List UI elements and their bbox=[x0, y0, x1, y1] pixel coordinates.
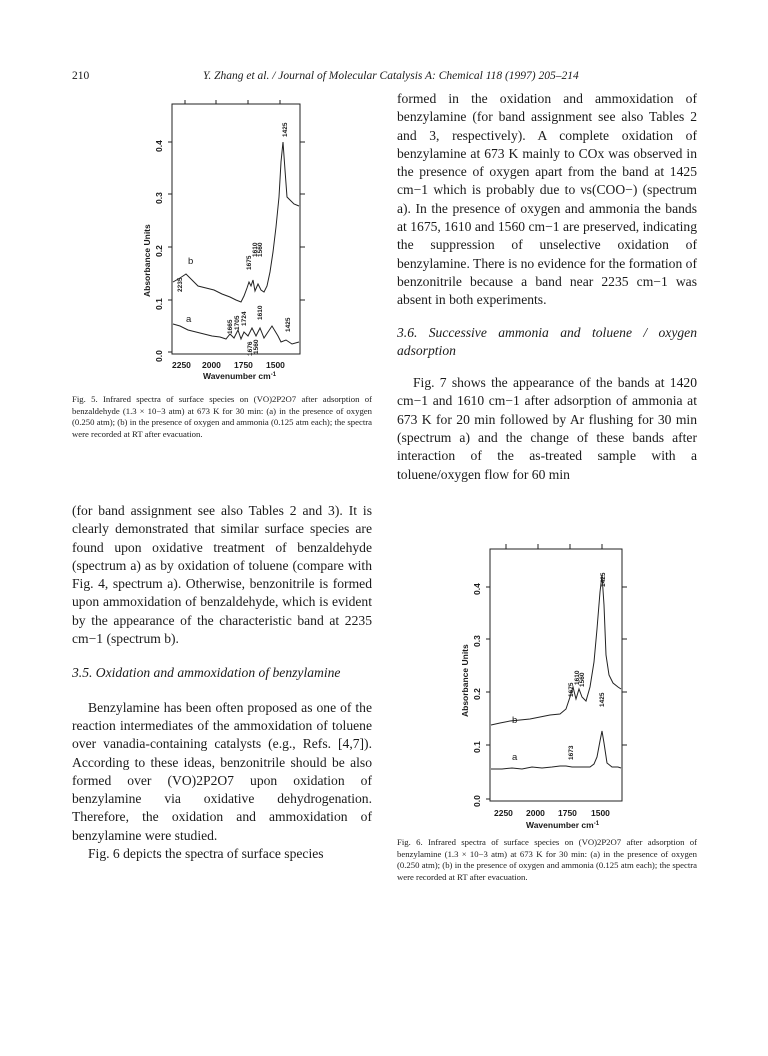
section-heading-3-5: 3.5. Oxidation and ammoxidation of benzylamine bbox=[72, 665, 341, 681]
fig5-xtick: 2000 bbox=[202, 360, 221, 370]
fig5-peak-label: 1425 bbox=[282, 122, 289, 137]
fig6-peak-label: 1610 bbox=[574, 670, 581, 685]
figure-6-caption: Fig. 6. Infrared spectra of surface species on (VO)2P2O7 after adsorption of benzylamine (1.3 × 10−3 atm) at 673 K for 30 min: (a) in the presence of oxygen (0.250 atm); (b) in the presence of oxygen and ammonia (0.125 atm each); the spectra were recorded at RT after evacuation. bbox=[397, 837, 697, 882]
fig5-peak-label: 1676 bbox=[247, 341, 254, 356]
fig5-peak-label: 1724 bbox=[241, 311, 248, 326]
fig5-peak-label: 1705 bbox=[234, 315, 241, 330]
fig6-ytick: 0.4 bbox=[472, 583, 482, 595]
fig5-label-a: a bbox=[186, 314, 192, 325]
running-head: Y. Zhang et al. / Journal of Molecular Catalysis A: Chemical 118 (1997) 205–214 bbox=[203, 70, 579, 82]
fig5-spectrum-b bbox=[173, 142, 299, 302]
fig5-ytick: 0.3 bbox=[154, 192, 164, 204]
section-heading-3-6: 3.6. Successive ammonia and toluene / oxygen adsorption bbox=[397, 324, 697, 358]
fig5-peak-label: 1665 bbox=[227, 319, 234, 334]
fig6-spectrum-a bbox=[491, 731, 621, 769]
fig6-ylabel: Absorbance Units bbox=[460, 644, 470, 717]
fig6-ytick: 0.1 bbox=[472, 741, 482, 753]
fig6-label-a: a bbox=[512, 752, 518, 763]
fig6-label-b: b bbox=[512, 715, 518, 726]
left-paragraph-2: Benzylamine has been often proposed as one of the reaction intermediates of the ammoxidation of toluene over vanadia-containing catalysts (e.g., Refs. [4,7]). According to these ideas, benzonitrile should be also formed over (VO)2P2O7 upon oxidation of benzylamine via oxidative dehydrogenation. Therefore, the oxidation and ammoxidation of benzylamine were studied. bbox=[72, 699, 372, 843]
fig6-ytick: 0.0 bbox=[472, 795, 482, 807]
fig6-ytick: 0.3 bbox=[472, 635, 482, 647]
fig5-xtick: 1750 bbox=[234, 360, 253, 370]
fig5-peak-label: 1425 bbox=[285, 317, 292, 332]
figure-5-caption: Fig. 5. Infrared spectra of surface species on (VO)2P2O7 after adsorption of benzaldehyde (1.3 × 10−3 atm) at 673 K for 30 min: (a) in the presence of oxygen (0.250 atm); (b) in the presence of oxygen and ammonia (0.125 atm each); the spectra were recorded at RT after evacuation. bbox=[72, 394, 372, 439]
fig5-ytick: 0.0 bbox=[154, 350, 164, 362]
fig5-peak-label: 1675 bbox=[246, 255, 253, 270]
fig6-peak-label: 1425 bbox=[600, 572, 607, 587]
figure-6-plot bbox=[460, 537, 640, 839]
left-paragraph-1: (for band assignment see also Tables 2 and 3). It is clearly demonstrated that similar surface species are found upon oxidative treatment of benzaldehyde (spectrum a) as by oxidation of toluene (compare with Fig. 4, spectrum a). Otherwise, benzonitrile is formed upon ammoxidation of benzaldehyde, which is evident by the appearance of the characteristic band at 2235 cm−1 (spectrum b). bbox=[72, 503, 372, 647]
fig6-peak-label: 1425 bbox=[599, 692, 606, 707]
fig5-ytick: 0.1 bbox=[154, 298, 164, 310]
fig5-ylabel: Absorbance Units bbox=[142, 224, 152, 297]
fig5-xtick: 2250 bbox=[172, 360, 191, 370]
fig6-peak-label: 1675 bbox=[568, 682, 575, 697]
fig5-xlabel: Wavenumber $cm^{-1}$ bbox=[203, 371, 277, 381]
fig5-xtick: 1500 bbox=[266, 360, 285, 370]
figure-5-plot bbox=[140, 92, 310, 392]
fig5-ytick: 0.2 bbox=[154, 245, 164, 257]
fig5-ytick: 0.4 bbox=[154, 140, 164, 152]
page-number: 210 bbox=[72, 70, 90, 82]
fig6-ytick: 0.2 bbox=[472, 688, 482, 700]
fig6-xtick: 1500 bbox=[591, 808, 610, 818]
fig5-peak-label: 1560 bbox=[253, 339, 260, 354]
right-paragraph-1: formed in the oxidation and ammoxidation of benzylamine (for band assignment see also Tables 2 and 3, respectively). A complete oxidation of benzylamine at 673 K mainly to COx was observed in the presence of oxygen apart from the band at 1425 cm−1 which is probably due to νs(COO−) (spectrum a). In the presence of oxygen and ammonia the bands at 1675, 1610 and 1560 cm−1 are preserved, indicating the suppression of unselective oxidation of benzylamine. There is no evidence for the formation of benzonitrile because a band near 2235 cm−1 was absent in both experiments. bbox=[397, 91, 697, 308]
fig6-peak-label: 1560 bbox=[579, 672, 586, 687]
fig6-xtick: 1750 bbox=[558, 808, 577, 818]
fig5-peak-label: 1560 bbox=[257, 242, 264, 257]
fig5-peak-label: 2235 bbox=[177, 277, 184, 292]
left-paragraph-3: Fig. 6 depicts the spectra of surface species bbox=[88, 846, 324, 862]
fig6-peak-label: 1673 bbox=[568, 745, 575, 760]
fig5-peak-label: 1610 bbox=[252, 242, 259, 257]
fig5-label-b: b bbox=[188, 256, 194, 267]
right-paragraph-2: Fig. 7 shows the appearance of the bands at 1420 cm−1 and 1610 cm−1 after adsorption of ammonia at 673 K for 20 min followed by Ar flushing for 30 min (spectrum a) and the change of these bands after interaction of the as-treated sample with a toluene/oxygen flow for 60 min bbox=[397, 375, 697, 482]
fig6-xlabel: Wavenumber $cm^{-1}$ bbox=[526, 820, 600, 830]
fig6-xtick: 2250 bbox=[494, 808, 513, 818]
fig5-peak-label: 1610 bbox=[257, 305, 264, 320]
fig6-xtick: 2000 bbox=[526, 808, 545, 818]
